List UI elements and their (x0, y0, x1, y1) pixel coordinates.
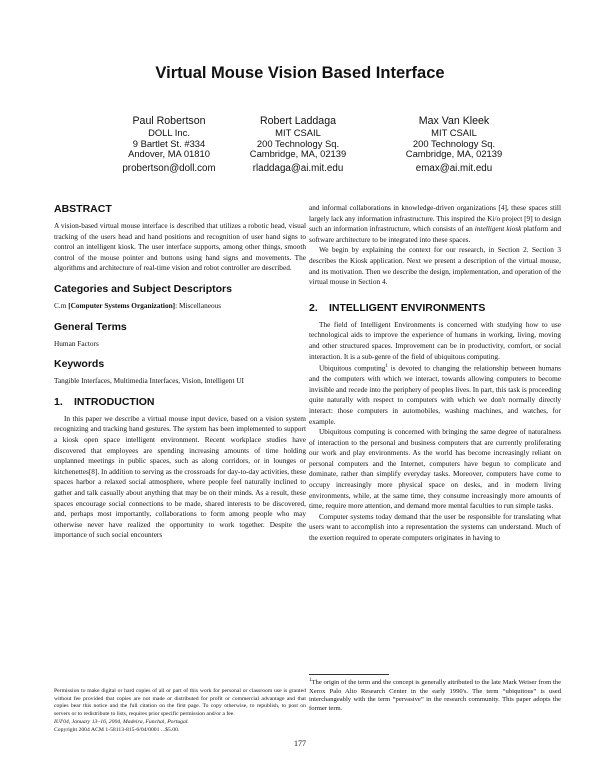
text-run: platform and software architecture to be integrated into these spaces. (309, 224, 562, 244)
author-name: Robert Laddaga (260, 115, 336, 127)
author-address-line2: Andover, MA 01810 (128, 148, 210, 160)
venue-text: IUI'04, January 13–16, 2004, Madeira, Funchal, Portugal. (54, 718, 189, 725)
category-code: C.m (54, 300, 67, 310)
text-run: and informal collaborations in knowledge-driven organizations [4], these spaces still largely lack any information infrastructure. This inspired the Ki/o project [9] to design such an information infrastructure, which consists of an (309, 203, 562, 234)
copyright-text: Copyright 2004 ACM 1-58113-815-6/04/0001 ...$5.00. (54, 726, 180, 733)
author-block-2 (223, 116, 373, 175)
emphasis: intelligent kiosk (474, 224, 522, 234)
footnote-text: The origin of the term and the concept is generally attributed to the late Mark Weiser from the Xerox Palo Alto Research Center in the early 1990's. The term “ubiquitous” is used interchangeably with the term “pervasive” in the research community. This paper adopts the former term. (309, 679, 561, 712)
author-name: Paul Robertson (132, 115, 206, 127)
paragraph: Ubiquitous computing is concerned with bringing the same degree of naturalness of interaction to the personal and business computers that are currently proliferating our work and play environments. As the world has become increasingly reliant on personal computers and the Internet, computers have begun to complicate and dominate, rather than simplify everyday tasks. Moreover, computers have come to occupy increasingly more physical space on desks, and in modern living environments, while, at the same time, they consume increasingly more amounts of time, require more attention, and demand more mental faculties to run simple tasks. (309, 427, 561, 511)
author-name: Max Van Kleek (418, 115, 490, 127)
section-title: INTRODUCTION (74, 395, 155, 408)
paragraph: The field of Intelligent Environments is concerned with studying how to use technological aids to improve the experience of humans in working, living, moving and other structured spaces. Improvement can be in productivity, comfort, or social interaction. It is a sub-genre of the field of ubiquitous computing. (309, 319, 561, 361)
intro-text: In this paper we describe a virtual mouse input device, based on a vision system recognizing and tracking hand gestures. The system has been implemented to support a kiosk open space intelligent environment. Recent workplace studies have discovered that employees are spending increasing amounts of time holding unplanned meetings in public spaces, such as along corridors, or in lounges or kitchenettes[8]. In addition to serving as the crossroads for day-to-day activities, these spaces harbor a relaxed social atmosphere, where people feel naturally inclined to gather and talk casually about anything that may be on their minds. As a result, these spaces encourage social connections to be made, shared interests to be discovered, and, perhaps most importantly, collaborations to form among people who may otherwise never have realized the opportunity to work together. Despite the importance of such social encounters (54, 413, 306, 540)
abstract-text: A vision-based virtual mouse interface is described that utilizes a robotic head, visual tracking of the users head and hand positions and recognition of user hand signs to control an intelligent kiosk. The user interface supports, among other things, smooth control of the mouse pointer and buttons using hand signs and movements. The algorithms and architecture of real-time vision and robot controller are described. (54, 221, 306, 273)
categories-heading: Categories and Subject Descriptors (54, 282, 232, 295)
paragraph (309, 362, 561, 427)
right-column (309, 203, 561, 544)
author-block-1 (94, 116, 244, 175)
paragraph (309, 203, 561, 245)
paper-title: Virtual Mouse Vision Based Interface (155, 64, 445, 82)
footnote-marker: 1 (385, 364, 388, 370)
section-number: 2. (309, 301, 318, 314)
left-column (54, 203, 306, 541)
category-term: [Computer Systems Organization] (68, 300, 176, 310)
footnote (309, 677, 561, 713)
keywords-heading: Keywords (54, 358, 105, 371)
author-address-line1: 200 Technology Sq. (412, 137, 496, 149)
author-address-line1: 9 Bartlet St. #334 (132, 137, 206, 149)
author-block-3 (379, 116, 529, 175)
footnote-mark: 1 (309, 678, 312, 683)
paragraph: Computer systems today demand that the user be responsible for translating what users want to accomplish into a representation the systems can understand. Much of the exertion required to operate computers originates in having to (309, 511, 561, 543)
author-address-line2: Cambridge, MA, 02139 (405, 148, 503, 160)
section2-heading (309, 302, 561, 314)
category-rest: : Miscellaneous (175, 300, 222, 310)
text-run: is devoted to changing the relationship between humans and the computers with which we interact, towards allowing computers to become invisible and recede into the periphery of peoples lives. In part, this task is proceeding quite naturally with respect to computers with which we don't normally directly interact: those computers in automobiles, washing machines, and watches, for example. (309, 363, 561, 426)
intro-heading (54, 396, 306, 408)
author-org: MIT CSAIL (275, 126, 321, 138)
footnote-divider (309, 674, 389, 675)
permission-notice (54, 688, 306, 734)
author-org: MIT CSAIL (431, 126, 477, 138)
author-address-line2: Cambridge, MA, 02139 (249, 148, 347, 160)
section-title: INTELLIGENT ENVIRONMENTS (329, 301, 486, 314)
permission-text: Permission to make digital or hard copies of all or part of this work for personal or classroom use is granted without fee provided that copies are not made or distributed for profit or commercial advantage and that copies bear this notice and the full citation on the first page. To copy otherwise, to republish, to post on servers or to redistribute to lists, requires prior specific permission and/or a fee. (54, 688, 306, 718)
paragraph: We begin by explaining the context for our research, in Section 2. Section 3 describes the Kiosk application. Next we present a description of the virtual mouse, and its motivation. Then we describe the design, implementation, and operation of the virtual mouse in Section 4. (309, 245, 561, 287)
categories-text (54, 301, 306, 312)
author-address-line1: 200 Technology Sq. (256, 137, 340, 149)
page-number: 177 (294, 739, 306, 748)
author-email: probertson@doll.com (122, 163, 216, 175)
author-email: emax@ai.mit.edu (415, 163, 493, 175)
author-email: rladdaga@ai.mit.edu (252, 163, 344, 175)
text-run: Ubiquitous computing (319, 363, 386, 373)
abstract-heading: ABSTRACT (54, 203, 112, 215)
general-terms-heading: General Terms (54, 320, 127, 333)
general-terms-text: Human Factors (54, 338, 99, 348)
section-number: 1. (54, 395, 63, 408)
author-org: DOLL Inc. (148, 126, 190, 138)
keywords-text: Tangible Interfaces, Multimedia Interfaces, Vision, Intelligent UI (54, 376, 244, 386)
